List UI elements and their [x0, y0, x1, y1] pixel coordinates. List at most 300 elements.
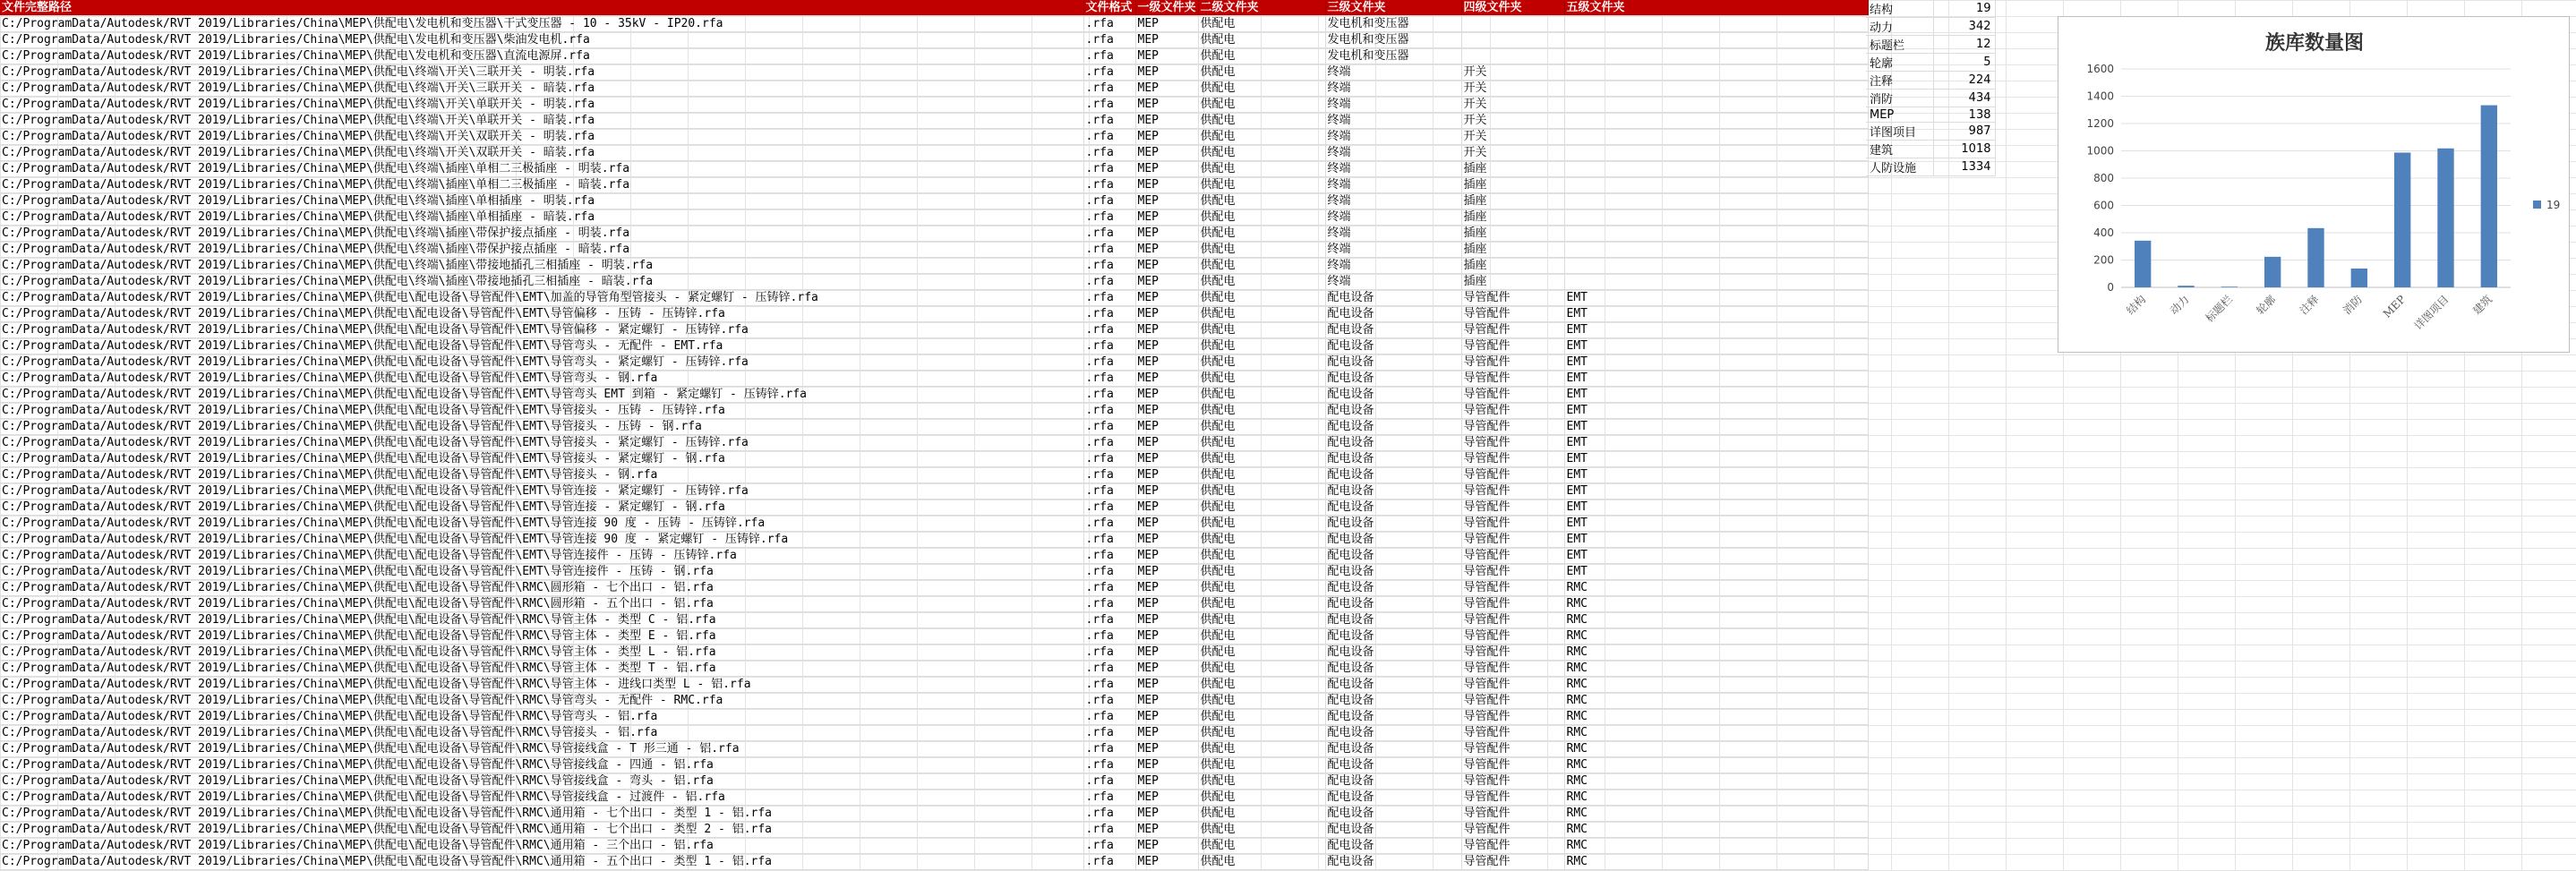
cell-file-format[interactable]: .rfa: [1083, 338, 1135, 354]
cell-level3[interactable]: 配电设备: [1325, 387, 1461, 403]
cell-level2[interactable]: 供配电: [1198, 48, 1325, 64]
chart-container[interactable]: [2058, 16, 2570, 353]
cell-full-path[interactable]: C:/ProgramData/Autodesk/RVT 2019/Libraries/China\MEP\供配电\终端\开关\单联开关 - 暗装.rfa: [0, 113, 1083, 129]
cell-level4[interactable]: 导管配件: [1461, 548, 1564, 564]
summary-category[interactable]: 消防: [1866, 90, 1933, 107]
cell-level2[interactable]: 供配电: [1198, 32, 1325, 48]
cell-full-path[interactable]: C:/ProgramData/Autodesk/RVT 2019/Libraries/China\MEP\供配电\终端\插座\单相插座 - 明装.rfa: [0, 193, 1083, 209]
cell-level1[interactable]: MEP: [1135, 612, 1198, 628]
header-level1-folder[interactable]: 一级文件夹: [1135, 0, 1198, 16]
cell-level1[interactable]: MEP: [1135, 145, 1198, 161]
cell-full-path[interactable]: C:/ProgramData/Autodesk/RVT 2019/Libraries/China\MEP\供配电\配电设备\导管配件\EMT\导管连接件 - 压铸 - 压铸锌.rfa: [0, 548, 1083, 564]
cell-level4[interactable]: 插座: [1461, 274, 1564, 290]
cell-level5[interactable]: EMT: [1564, 322, 1868, 338]
cell-file-format[interactable]: .rfa: [1083, 371, 1135, 387]
cell-level3[interactable]: 配电设备: [1325, 516, 1461, 532]
cell-level2[interactable]: 供配电: [1198, 113, 1325, 129]
cell-level4[interactable]: 导管配件: [1461, 403, 1564, 419]
cell-level1[interactable]: MEP: [1135, 177, 1198, 193]
cell-level3[interactable]: 配电设备: [1325, 322, 1461, 338]
cell-level2[interactable]: 供配电: [1198, 790, 1325, 806]
cell-level5[interactable]: RMC: [1564, 677, 1868, 693]
cell-level5[interactable]: RMC: [1564, 806, 1868, 822]
cell-level1[interactable]: MEP: [1135, 645, 1198, 661]
cell-level3[interactable]: 配电设备: [1325, 338, 1461, 354]
cell-level5[interactable]: RMC: [1564, 757, 1868, 773]
summary-count[interactable]: 1334: [1933, 158, 1995, 176]
cell-level1[interactable]: MEP: [1135, 290, 1198, 306]
cell-level2[interactable]: 供配电: [1198, 419, 1325, 435]
cell-file-format[interactable]: .rfa: [1083, 596, 1135, 612]
cell-level2[interactable]: 供配电: [1198, 306, 1325, 322]
cell-file-format[interactable]: .rfa: [1083, 677, 1135, 693]
cell-level4[interactable]: 导管配件: [1461, 338, 1564, 354]
cell-level2[interactable]: 供配电: [1198, 81, 1325, 97]
cell-full-path[interactable]: C:/ProgramData/Autodesk/RVT 2019/Libraries/China\MEP\供配电\配电设备\导管配件\EMT\导管弯头 - 紧定螺钉 - 压铸锌.rfa: [0, 354, 1083, 371]
cell-level4[interactable]: 导管配件: [1461, 435, 1564, 451]
cell-full-path[interactable]: C:/ProgramData/Autodesk/RVT 2019/Libraries/China\MEP\供配电\配电设备\导管配件\RMC\圆形箱 - 五个出口 - 铝.rfa: [0, 596, 1083, 612]
cell-full-path[interactable]: C:/ProgramData/Autodesk/RVT 2019/Libraries/China\MEP\供配电\配电设备\导管配件\RMC\导管接头 - 铝.rfa: [0, 725, 1083, 741]
summary-category[interactable]: 建筑: [1866, 141, 1933, 158]
summary-count[interactable]: 1018: [1933, 141, 1995, 158]
cell-level4[interactable]: 导管配件: [1461, 387, 1564, 403]
cell-level2[interactable]: 供配电: [1198, 177, 1325, 193]
cell-level1[interactable]: MEP: [1135, 564, 1198, 580]
cell-level1[interactable]: MEP: [1135, 371, 1198, 387]
cell-file-format[interactable]: .rfa: [1083, 193, 1135, 209]
cell-full-path[interactable]: C:/ProgramData/Autodesk/RVT 2019/Libraries/China\MEP\供配电\终端\插座\带接地插孔三相插座 - 明装.rfa: [0, 258, 1083, 274]
cell-full-path[interactable]: C:/ProgramData/Autodesk/RVT 2019/Libraries/China\MEP\供配电\配电设备\导管配件\RMC\导管主体 - 类型 E - 铝.rfa: [0, 628, 1083, 645]
cell-level1[interactable]: MEP: [1135, 113, 1198, 129]
cell-level1[interactable]: MEP: [1135, 838, 1198, 854]
cell-level3[interactable]: 配电设备: [1325, 532, 1461, 548]
header-level5-folder[interactable]: 五级文件夹: [1564, 0, 1868, 16]
cell-level2[interactable]: 供配电: [1198, 129, 1325, 145]
cell-file-format[interactable]: .rfa: [1083, 645, 1135, 661]
cell-level2[interactable]: 供配电: [1198, 483, 1325, 500]
cell-full-path[interactable]: C:/ProgramData/Autodesk/RVT 2019/Libraries/China\MEP\供配电\终端\开关\双联开关 - 暗装.rfa: [0, 145, 1083, 161]
cell-level4[interactable]: 导管配件: [1461, 709, 1564, 725]
cell-level2[interactable]: 供配电: [1198, 161, 1325, 177]
cell-level5[interactable]: [1564, 113, 1868, 129]
cell-level3[interactable]: 配电设备: [1325, 790, 1461, 806]
cell-level3[interactable]: 配电设备: [1325, 467, 1461, 483]
cell-level5[interactable]: [1564, 226, 1868, 242]
cell-level3[interactable]: 终端: [1325, 97, 1461, 113]
cell-level1[interactable]: MEP: [1135, 500, 1198, 516]
cell-level5[interactable]: [1564, 97, 1868, 113]
cell-level2[interactable]: 供配电: [1198, 757, 1325, 773]
cell-file-format[interactable]: .rfa: [1083, 322, 1135, 338]
cell-level3[interactable]: 配电设备: [1325, 435, 1461, 451]
cell-level3[interactable]: 终端: [1325, 81, 1461, 97]
cell-level3[interactable]: 配电设备: [1325, 500, 1461, 516]
cell-level5[interactable]: RMC: [1564, 628, 1868, 645]
cell-level1[interactable]: MEP: [1135, 741, 1198, 757]
cell-level3[interactable]: 发电机和变压器: [1325, 32, 1461, 48]
cell-level5[interactable]: [1564, 32, 1868, 48]
cell-level1[interactable]: MEP: [1135, 64, 1198, 81]
cell-level5[interactable]: EMT: [1564, 290, 1868, 306]
cell-level4[interactable]: 导管配件: [1461, 854, 1564, 870]
cell-level4[interactable]: [1461, 48, 1564, 64]
cell-level3[interactable]: 配电设备: [1325, 806, 1461, 822]
cell-level1[interactable]: MEP: [1135, 81, 1198, 97]
cell-level1[interactable]: MEP: [1135, 483, 1198, 500]
cell-level1[interactable]: MEP: [1135, 757, 1198, 773]
cell-level1[interactable]: MEP: [1135, 548, 1198, 564]
cell-level5[interactable]: [1564, 274, 1868, 290]
cell-level4[interactable]: 导管配件: [1461, 741, 1564, 757]
cell-full-path[interactable]: C:/ProgramData/Autodesk/RVT 2019/Libraries/China\MEP\供配电\配电设备\导管配件\EMT\导管连接 90 度 - 紧定螺钉 - 压铸锌.rfa: [0, 532, 1083, 548]
cell-level2[interactable]: 供配电: [1198, 322, 1325, 338]
cell-full-path[interactable]: C:/ProgramData/Autodesk/RVT 2019/Libraries/China\MEP\供配电\配电设备\导管配件\EMT\导管接头 - 紧定螺钉 - 压铸锌.rfa: [0, 435, 1083, 451]
cell-level4[interactable]: 导管配件: [1461, 773, 1564, 790]
cell-level5[interactable]: RMC: [1564, 822, 1868, 838]
cell-level4[interactable]: 导管配件: [1461, 371, 1564, 387]
cell-level1[interactable]: MEP: [1135, 387, 1198, 403]
cell-level2[interactable]: 供配电: [1198, 435, 1325, 451]
cell-file-format[interactable]: .rfa: [1083, 258, 1135, 274]
cell-file-format[interactable]: .rfa: [1083, 274, 1135, 290]
cell-file-format[interactable]: .rfa: [1083, 81, 1135, 97]
cell-level2[interactable]: 供配电: [1198, 209, 1325, 226]
cell-level5[interactable]: [1564, 145, 1868, 161]
cell-level3[interactable]: 配电设备: [1325, 661, 1461, 677]
cell-level4[interactable]: 导管配件: [1461, 322, 1564, 338]
cell-level3[interactable]: 终端: [1325, 193, 1461, 209]
cell-level1[interactable]: MEP: [1135, 306, 1198, 322]
cell-level4[interactable]: 导管配件: [1461, 467, 1564, 483]
cell-level5[interactable]: RMC: [1564, 596, 1868, 612]
cell-level4[interactable]: 导管配件: [1461, 822, 1564, 838]
cell-file-format[interactable]: .rfa: [1083, 709, 1135, 725]
cell-level3[interactable]: 终端: [1325, 209, 1461, 226]
cell-level5[interactable]: [1564, 193, 1868, 209]
cell-level4[interactable]: 导管配件: [1461, 306, 1564, 322]
cell-full-path[interactable]: C:/ProgramData/Autodesk/RVT 2019/Libraries/China\MEP\供配电\配电设备\导管配件\EMT\导管连接 90 度 - 压铸 - 压铸锌.rfa: [0, 516, 1083, 532]
cell-level2[interactable]: 供配电: [1198, 516, 1325, 532]
cell-level5[interactable]: [1564, 129, 1868, 145]
cell-level3[interactable]: 配电设备: [1325, 354, 1461, 371]
cell-level4[interactable]: 开关: [1461, 64, 1564, 81]
cell-level4[interactable]: 插座: [1461, 161, 1564, 177]
cell-full-path[interactable]: C:/ProgramData/Autodesk/RVT 2019/Libraries/China\MEP\供配电\配电设备\导管配件\RMC\导管主体 - 类型 C - 铝.rfa: [0, 612, 1083, 628]
cell-level5[interactable]: EMT: [1564, 564, 1868, 580]
cell-level4[interactable]: 插座: [1461, 177, 1564, 193]
summary-category[interactable]: 详图项目: [1866, 123, 1933, 141]
cell-level1[interactable]: MEP: [1135, 16, 1198, 32]
cell-level3[interactable]: 终端: [1325, 242, 1461, 258]
cell-file-format[interactable]: .rfa: [1083, 854, 1135, 870]
cell-level5[interactable]: EMT: [1564, 548, 1868, 564]
cell-full-path[interactable]: C:/ProgramData/Autodesk/RVT 2019/Libraries/China\MEP\供配电\配电设备\导管配件\RMC\通用箱 - 七个出口 - 类型 1 - 铝.rfa: [0, 806, 1083, 822]
cell-level2[interactable]: 供配电: [1198, 467, 1325, 483]
cell-level5[interactable]: EMT: [1564, 371, 1868, 387]
cell-level5[interactable]: RMC: [1564, 709, 1868, 725]
cell-level2[interactable]: 供配电: [1198, 645, 1325, 661]
cell-level2[interactable]: 供配电: [1198, 661, 1325, 677]
cell-level3[interactable]: 终端: [1325, 258, 1461, 274]
cell-full-path[interactable]: C:/ProgramData/Autodesk/RVT 2019/Libraries/China\MEP\供配电\配电设备\导管配件\RMC\圆形箱 - 七个出口 - 铝.rfa: [0, 580, 1083, 596]
cell-level2[interactable]: 供配电: [1198, 500, 1325, 516]
cell-level2[interactable]: 供配电: [1198, 16, 1325, 32]
cell-level3[interactable]: 终端: [1325, 161, 1461, 177]
cell-file-format[interactable]: .rfa: [1083, 306, 1135, 322]
cell-full-path[interactable]: C:/ProgramData/Autodesk/RVT 2019/Libraries/China\MEP\供配电\配电设备\导管配件\EMT\导管连接 - 紧定螺钉 - 压铸锌.rfa: [0, 483, 1083, 500]
cell-level4[interactable]: 插座: [1461, 226, 1564, 242]
cell-level1[interactable]: MEP: [1135, 322, 1198, 338]
cell-file-format[interactable]: .rfa: [1083, 226, 1135, 242]
cell-file-format[interactable]: .rfa: [1083, 628, 1135, 645]
cell-level1[interactable]: MEP: [1135, 532, 1198, 548]
cell-level5[interactable]: [1564, 64, 1868, 81]
cell-level3[interactable]: 配电设备: [1325, 693, 1461, 709]
cell-level2[interactable]: 供配电: [1198, 693, 1325, 709]
cell-full-path[interactable]: C:/ProgramData/Autodesk/RVT 2019/Libraries/China\MEP\供配电\配电设备\导管配件\RMC\导管弯头 - 铝.rfa: [0, 709, 1083, 725]
cell-level4[interactable]: 导管配件: [1461, 757, 1564, 773]
cell-level3[interactable]: 配电设备: [1325, 628, 1461, 645]
cell-level4[interactable]: 开关: [1461, 113, 1564, 129]
cell-file-format[interactable]: .rfa: [1083, 435, 1135, 451]
summary-count[interactable]: 138: [1933, 107, 1995, 123]
cell-level4[interactable]: 导管配件: [1461, 725, 1564, 741]
cell-level4[interactable]: 导管配件: [1461, 806, 1564, 822]
summary-category[interactable]: 动力: [1866, 18, 1933, 36]
cell-level5[interactable]: EMT: [1564, 354, 1868, 371]
cell-level1[interactable]: MEP: [1135, 467, 1198, 483]
cell-level4[interactable]: 导管配件: [1461, 419, 1564, 435]
cell-level2[interactable]: 供配电: [1198, 628, 1325, 645]
cell-level5[interactable]: RMC: [1564, 612, 1868, 628]
cell-level1[interactable]: MEP: [1135, 854, 1198, 870]
cell-full-path[interactable]: C:/ProgramData/Autodesk/RVT 2019/Libraries/China\MEP\供配电\配电设备\导管配件\RMC\导管主体 - 类型 T - 铝.rfa: [0, 661, 1083, 677]
cell-level1[interactable]: MEP: [1135, 661, 1198, 677]
cell-level1[interactable]: MEP: [1135, 693, 1198, 709]
cell-full-path[interactable]: C:/ProgramData/Autodesk/RVT 2019/Libraries/China\MEP\供配电\配电设备\导管配件\EMT\导管偏移 - 紧定螺钉 - 压铸锌.rfa: [0, 322, 1083, 338]
cell-level4[interactable]: 导管配件: [1461, 838, 1564, 854]
cell-level3[interactable]: 配电设备: [1325, 838, 1461, 854]
summary-count[interactable]: 19: [1933, 0, 1995, 18]
cell-level4[interactable]: 插座: [1461, 242, 1564, 258]
cell-level5[interactable]: RMC: [1564, 580, 1868, 596]
cell-level3[interactable]: 配电设备: [1325, 677, 1461, 693]
cell-level1[interactable]: MEP: [1135, 48, 1198, 64]
cell-file-format[interactable]: .rfa: [1083, 451, 1135, 467]
cell-level5[interactable]: RMC: [1564, 725, 1868, 741]
cell-level5[interactable]: [1564, 81, 1868, 97]
cell-full-path[interactable]: C:/ProgramData/Autodesk/RVT 2019/Libraries/China\MEP\供配电\终端\开关\双联开关 - 明装.rfa: [0, 129, 1083, 145]
cell-full-path[interactable]: C:/ProgramData/Autodesk/RVT 2019/Libraries/China\MEP\供配电\配电设备\导管配件\EMT\导管弯头 EMT 到箱 - 紧定螺钉 - 压铸锌.rfa: [0, 387, 1083, 403]
header-file-format[interactable]: 文件格式: [1083, 0, 1135, 16]
cell-level5[interactable]: EMT: [1564, 435, 1868, 451]
cell-level1[interactable]: MEP: [1135, 97, 1198, 113]
cell-level2[interactable]: 供配电: [1198, 564, 1325, 580]
cell-level3[interactable]: 配电设备: [1325, 564, 1461, 580]
cell-level1[interactable]: MEP: [1135, 806, 1198, 822]
header-level3-folder[interactable]: 三级文件夹: [1325, 0, 1461, 16]
cell-level3[interactable]: 终端: [1325, 274, 1461, 290]
cell-level3[interactable]: 终端: [1325, 145, 1461, 161]
header-full-path[interactable]: 文件完整路径: [0, 0, 1083, 16]
cell-file-format[interactable]: .rfa: [1083, 403, 1135, 419]
cell-level2[interactable]: 供配电: [1198, 451, 1325, 467]
cell-level4[interactable]: 插座: [1461, 258, 1564, 274]
cell-full-path[interactable]: C:/ProgramData/Autodesk/RVT 2019/Libraries/China\MEP\供配电\配电设备\导管配件\EMT\导管接头 - 钢.rfa: [0, 467, 1083, 483]
cell-level2[interactable]: 供配电: [1198, 838, 1325, 854]
cell-level2[interactable]: 供配电: [1198, 532, 1325, 548]
cell-level1[interactable]: MEP: [1135, 32, 1198, 48]
cell-full-path[interactable]: C:/ProgramData/Autodesk/RVT 2019/Libraries/China\MEP\供配电\发电机和变压器\柴油发电机.rfa: [0, 32, 1083, 48]
cell-file-format[interactable]: .rfa: [1083, 773, 1135, 790]
cell-level2[interactable]: 供配电: [1198, 387, 1325, 403]
cell-file-format[interactable]: .rfa: [1083, 161, 1135, 177]
cell-level4[interactable]: [1461, 16, 1564, 32]
cell-full-path[interactable]: C:/ProgramData/Autodesk/RVT 2019/Libraries/China\MEP\供配电\配电设备\导管配件\RMC\导管接线盒 - T 形三通 - 铝.rfa: [0, 741, 1083, 757]
cell-level2[interactable]: 供配电: [1198, 822, 1325, 838]
cell-level4[interactable]: 开关: [1461, 129, 1564, 145]
cell-level5[interactable]: EMT: [1564, 387, 1868, 403]
cell-file-format[interactable]: .rfa: [1083, 209, 1135, 226]
cell-level4[interactable]: 导管配件: [1461, 596, 1564, 612]
cell-level3[interactable]: 配电设备: [1325, 741, 1461, 757]
cell-level4[interactable]: 导管配件: [1461, 532, 1564, 548]
summary-count[interactable]: 12: [1933, 36, 1995, 54]
cell-full-path[interactable]: C:/ProgramData/Autodesk/RVT 2019/Libraries/China\MEP\供配电\配电设备\导管配件\EMT\导管连接件 - 压铸 - 钢.rfa: [0, 564, 1083, 580]
cell-full-path[interactable]: C:/ProgramData/Autodesk/RVT 2019/Libraries/China\MEP\供配电\配电设备\导管配件\RMC\通用箱 - 五个出口 - 类型 1 - 铝.rfa: [0, 854, 1083, 870]
cell-full-path[interactable]: C:/ProgramData/Autodesk/RVT 2019/Libraries/China\MEP\供配电\配电设备\导管配件\RMC\导管接线盒 - 四通 - 铝.rfa: [0, 757, 1083, 773]
cell-full-path[interactable]: C:/ProgramData/Autodesk/RVT 2019/Libraries/China\MEP\供配电\配电设备\导管配件\RMC\通用箱 - 三个出口 - 铝.rfa: [0, 838, 1083, 854]
cell-level2[interactable]: 供配电: [1198, 806, 1325, 822]
cell-level4[interactable]: [1461, 32, 1564, 48]
cell-level4[interactable]: 导管配件: [1461, 612, 1564, 628]
cell-level2[interactable]: 供配电: [1198, 709, 1325, 725]
cell-file-format[interactable]: .rfa: [1083, 806, 1135, 822]
summary-category[interactable]: 轮廓: [1866, 54, 1933, 72]
cell-full-path[interactable]: C:/ProgramData/Autodesk/RVT 2019/Libraries/China\MEP\供配电\配电设备\导管配件\EMT\导管接头 - 紧定螺钉 - 钢.rfa: [0, 451, 1083, 467]
cell-file-format[interactable]: .rfa: [1083, 32, 1135, 48]
cell-full-path[interactable]: C:/ProgramData/Autodesk/RVT 2019/Libraries/China\MEP\供配电\终端\插座\带保护接点插座 - 暗装.rfa: [0, 242, 1083, 258]
cell-level1[interactable]: MEP: [1135, 822, 1198, 838]
cell-level2[interactable]: 供配电: [1198, 548, 1325, 564]
cell-level4[interactable]: 导管配件: [1461, 661, 1564, 677]
cell-level5[interactable]: RMC: [1564, 854, 1868, 870]
cell-level5[interactable]: [1564, 177, 1868, 193]
cell-level2[interactable]: 供配电: [1198, 612, 1325, 628]
cell-file-format[interactable]: .rfa: [1083, 741, 1135, 757]
cell-level3[interactable]: 配电设备: [1325, 451, 1461, 467]
cell-file-format[interactable]: .rfa: [1083, 16, 1135, 32]
cell-file-format[interactable]: .rfa: [1083, 838, 1135, 854]
cell-level4[interactable]: 导管配件: [1461, 693, 1564, 709]
cell-level3[interactable]: 配电设备: [1325, 483, 1461, 500]
cell-full-path[interactable]: C:/ProgramData/Autodesk/RVT 2019/Libraries/China\MEP\供配电\终端\插座\带接地插孔三相插座 - 暗装.rfa: [0, 274, 1083, 290]
cell-level3[interactable]: 终端: [1325, 226, 1461, 242]
cell-level2[interactable]: 供配电: [1198, 338, 1325, 354]
cell-full-path[interactable]: C:/ProgramData/Autodesk/RVT 2019/Libraries/China\MEP\供配电\配电设备\导管配件\RMC\通用箱 - 七个出口 - 类型 2 - 铝.rfa: [0, 822, 1083, 838]
cell-full-path[interactable]: C:/ProgramData/Autodesk/RVT 2019/Libraries/China\MEP\供配电\发电机和变压器\干式变压器 - 10 - 35kV - IP20.rfa: [0, 16, 1083, 32]
summary-count[interactable]: 342: [1933, 18, 1995, 36]
cell-level1[interactable]: MEP: [1135, 242, 1198, 258]
cell-level2[interactable]: 供配电: [1198, 580, 1325, 596]
cell-full-path[interactable]: C:/ProgramData/Autodesk/RVT 2019/Libraries/China\MEP\供配电\配电设备\导管配件\EMT\导管弯头 - 钢.rfa: [0, 371, 1083, 387]
cell-level1[interactable]: MEP: [1135, 161, 1198, 177]
cell-level3[interactable]: 配电设备: [1325, 645, 1461, 661]
cell-level2[interactable]: 供配电: [1198, 677, 1325, 693]
cell-level1[interactable]: MEP: [1135, 226, 1198, 242]
cell-file-format[interactable]: .rfa: [1083, 516, 1135, 532]
cell-file-format[interactable]: .rfa: [1083, 661, 1135, 677]
cell-level5[interactable]: [1564, 16, 1868, 32]
cell-level4[interactable]: 导管配件: [1461, 564, 1564, 580]
cell-file-format[interactable]: .rfa: [1083, 354, 1135, 371]
cell-full-path[interactable]: C:/ProgramData/Autodesk/RVT 2019/Libraries/China\MEP\供配电\配电设备\导管配件\EMT\导管连接 - 紧定螺钉 - 钢.rfa: [0, 500, 1083, 516]
cell-full-path[interactable]: C:/ProgramData/Autodesk/RVT 2019/Libraries/China\MEP\供配电\配电设备\导管配件\RMC\导管主体 - 进线口类型 L - 铝.rfa: [0, 677, 1083, 693]
cell-full-path[interactable]: C:/ProgramData/Autodesk/RVT 2019/Libraries/China\MEP\供配电\配电设备\导管配件\EMT\加盖的导管角型管接头 - 紧定螺钉 - 压铸锌.rfa: [0, 290, 1083, 306]
summary-category[interactable]: 人防设施: [1866, 158, 1933, 176]
cell-file-format[interactable]: .rfa: [1083, 693, 1135, 709]
cell-full-path[interactable]: C:/ProgramData/Autodesk/RVT 2019/Libraries/China\MEP\供配电\终端\开关\三联开关 - 暗装.rfa: [0, 81, 1083, 97]
cell-level5[interactable]: RMC: [1564, 838, 1868, 854]
cell-level1[interactable]: MEP: [1135, 709, 1198, 725]
cell-file-format[interactable]: .rfa: [1083, 822, 1135, 838]
cell-level1[interactable]: MEP: [1135, 790, 1198, 806]
cell-level3[interactable]: 配电设备: [1325, 580, 1461, 596]
cell-level1[interactable]: MEP: [1135, 403, 1198, 419]
cell-file-format[interactable]: .rfa: [1083, 564, 1135, 580]
cell-level4[interactable]: 开关: [1461, 145, 1564, 161]
cell-level3[interactable]: 配电设备: [1325, 757, 1461, 773]
cell-level3[interactable]: 发电机和变压器: [1325, 16, 1461, 32]
cell-level5[interactable]: EMT: [1564, 306, 1868, 322]
cell-level3[interactable]: 终端: [1325, 129, 1461, 145]
cell-file-format[interactable]: .rfa: [1083, 790, 1135, 806]
cell-level5[interactable]: RMC: [1564, 693, 1868, 709]
cell-level5[interactable]: EMT: [1564, 467, 1868, 483]
cell-level4[interactable]: 导管配件: [1461, 790, 1564, 806]
cell-level4[interactable]: 插座: [1461, 193, 1564, 209]
cell-level3[interactable]: 配电设备: [1325, 725, 1461, 741]
cell-file-format[interactable]: .rfa: [1083, 64, 1135, 81]
cell-level2[interactable]: 供配电: [1198, 193, 1325, 209]
cell-full-path[interactable]: C:/ProgramData/Autodesk/RVT 2019/Libraries/China\MEP\供配电\配电设备\导管配件\RMC\导管弯头 - 无配件 - RMC.rfa: [0, 693, 1083, 709]
cell-level5[interactable]: [1564, 48, 1868, 64]
cell-level5[interactable]: EMT: [1564, 419, 1868, 435]
cell-level1[interactable]: MEP: [1135, 209, 1198, 226]
cell-level2[interactable]: 供配电: [1198, 773, 1325, 790]
cell-file-format[interactable]: .rfa: [1083, 757, 1135, 773]
cell-file-format[interactable]: .rfa: [1083, 48, 1135, 64]
cell-level4[interactable]: 导管配件: [1461, 516, 1564, 532]
cell-level4[interactable]: 导管配件: [1461, 628, 1564, 645]
cell-level2[interactable]: 供配电: [1198, 725, 1325, 741]
summary-count[interactable]: 434: [1933, 90, 1995, 107]
cell-file-format[interactable]: .rfa: [1083, 467, 1135, 483]
cell-full-path[interactable]: C:/ProgramData/Autodesk/RVT 2019/Libraries/China\MEP\供配电\终端\插座\单相二三极插座 - 明装.rfa: [0, 161, 1083, 177]
cell-level2[interactable]: 供配电: [1198, 145, 1325, 161]
cell-level2[interactable]: 供配电: [1198, 354, 1325, 371]
cell-level3[interactable]: 配电设备: [1325, 403, 1461, 419]
summary-category[interactable]: 标题栏: [1866, 36, 1933, 54]
cell-level5[interactable]: RMC: [1564, 661, 1868, 677]
cell-level2[interactable]: 供配电: [1198, 741, 1325, 757]
cell-level2[interactable]: 供配电: [1198, 854, 1325, 870]
cell-level1[interactable]: MEP: [1135, 193, 1198, 209]
cell-level1[interactable]: MEP: [1135, 516, 1198, 532]
cell-level4[interactable]: 插座: [1461, 209, 1564, 226]
cell-level4[interactable]: 导管配件: [1461, 645, 1564, 661]
cell-level1[interactable]: MEP: [1135, 628, 1198, 645]
